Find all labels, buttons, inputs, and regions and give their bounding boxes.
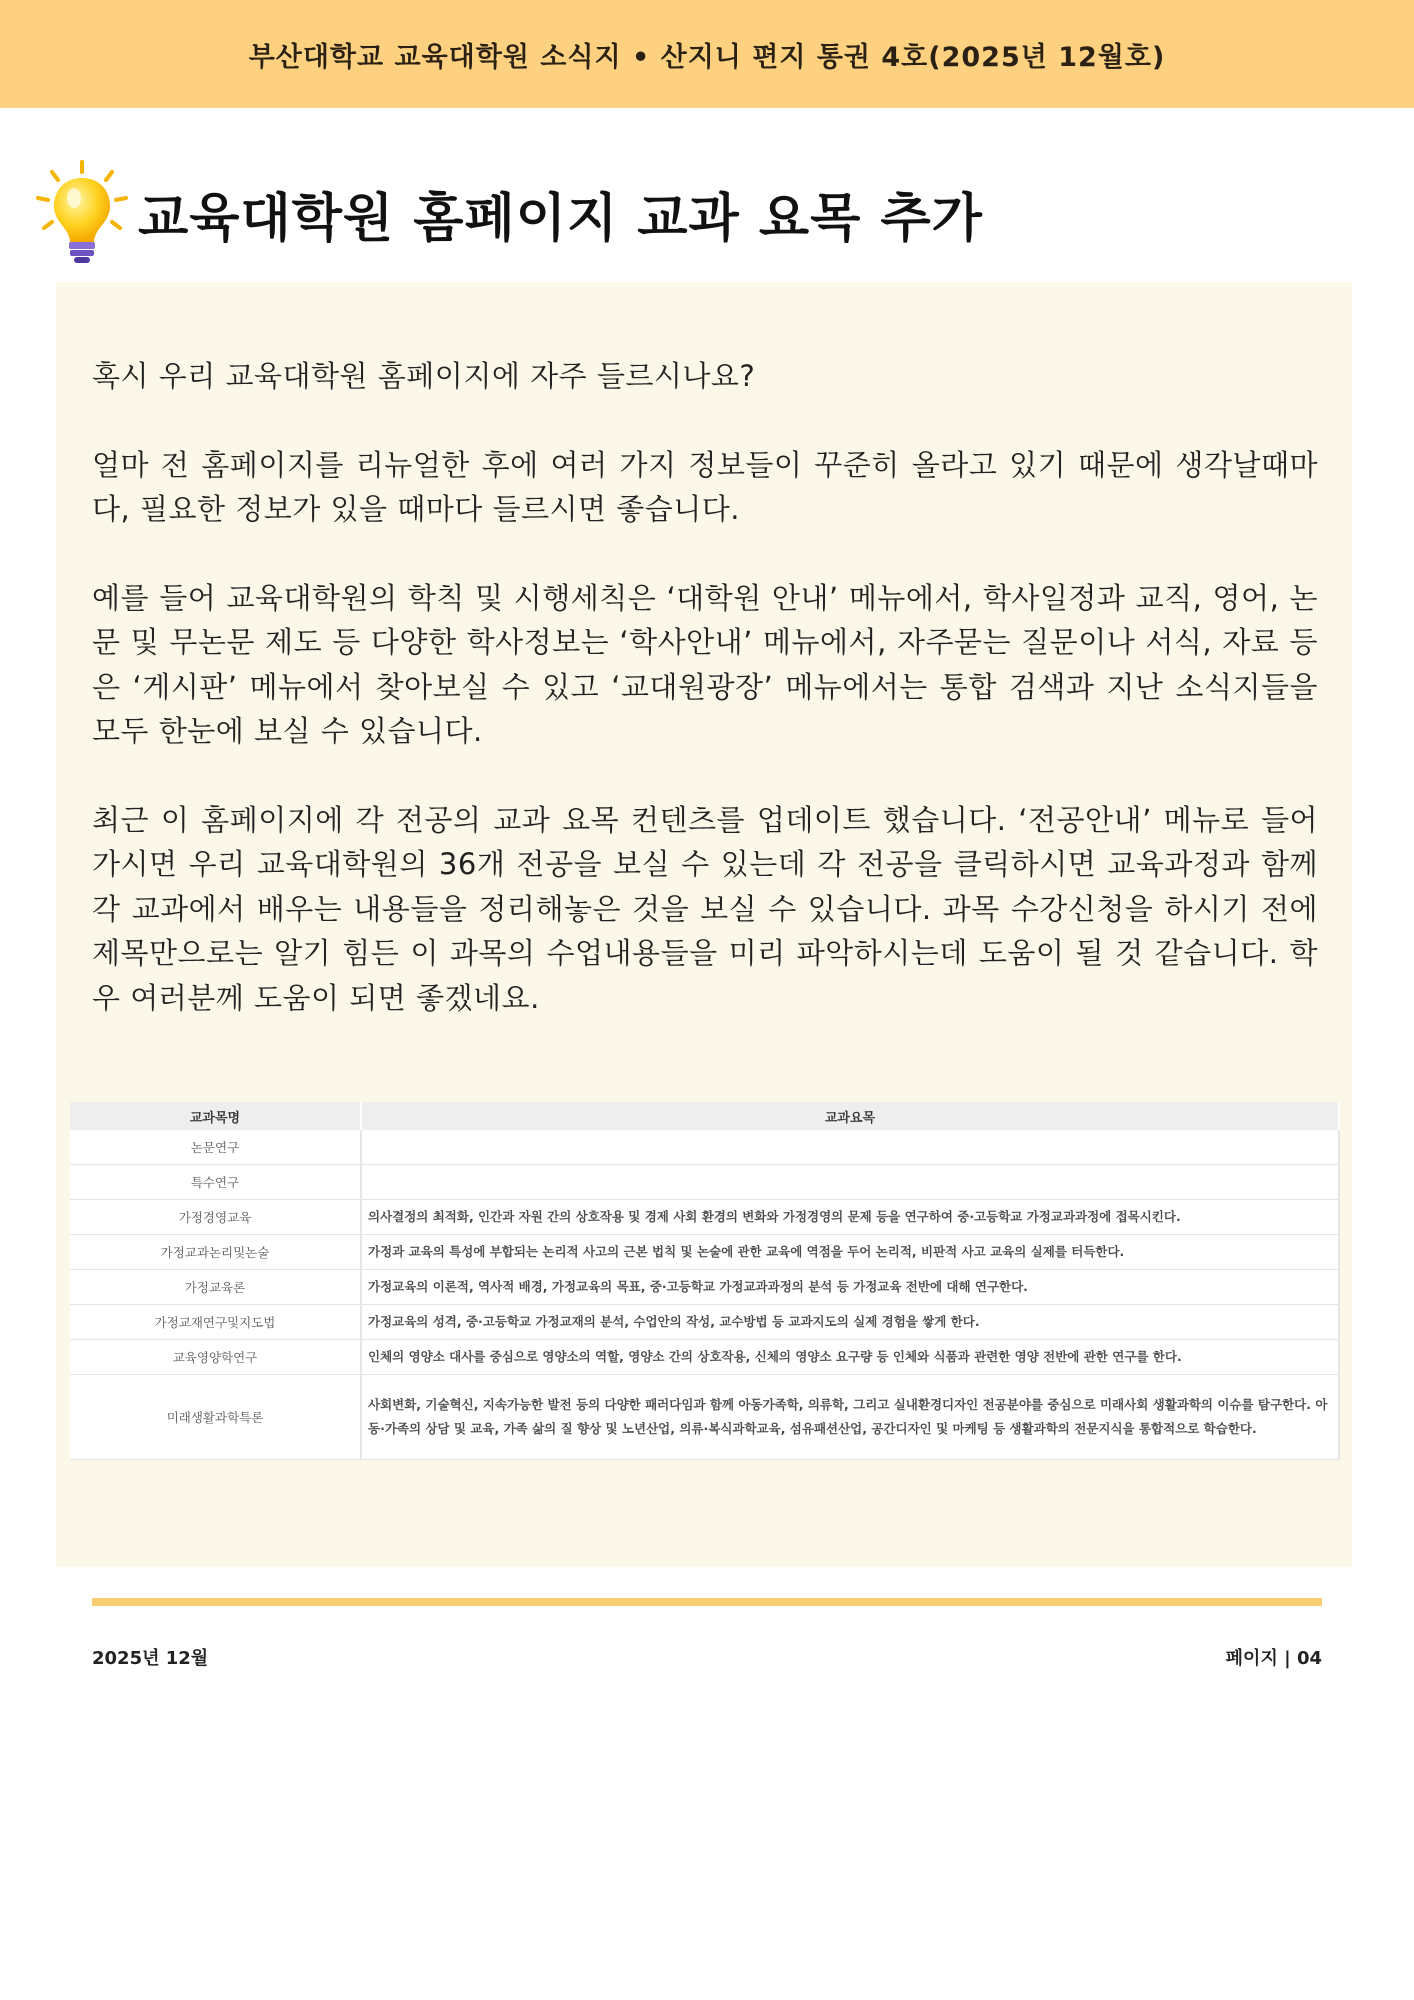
page-title: 교육대학원 홈페이지 교과 요목 추가 (138, 188, 983, 249)
table-row (70, 1340, 1339, 1375)
footer-page-number: 페이지 | 04 (1225, 1648, 1322, 1669)
title-row (34, 158, 983, 268)
paragraph: 혹시 우리 교육대학원 홈페이지에 자주 들르시나요? (92, 359, 756, 393)
header-course-desc: 교과요목 (361, 1102, 1339, 1130)
course-name: 특수연구 (70, 1165, 361, 1200)
article-body (92, 354, 1318, 1064)
course-table (70, 1102, 1340, 1460)
table-row (70, 1305, 1339, 1340)
course-name: 교육영양학연구 (70, 1340, 361, 1375)
course-desc: 가정교육의 성격, 중·고등학교 가정교재의 분석, 수업안의 작성, 교수방법 등 교과지도의 실제 경험을 쌓게 한다. (361, 1305, 1339, 1340)
course-name: 미래생활과학특론 (70, 1375, 361, 1460)
paragraph: 얼마 전 홈페이지를 리뉴얼한 후에 여러 가지 정보들이 꾸준히 올라고 있기 때문에 생각날때마다, 필요한 정보가 있을 때마다 들르시면 좋습니다. (92, 447, 1318, 526)
table-row (70, 1200, 1339, 1235)
table-row (70, 1165, 1339, 1200)
lightbulb-icon (34, 158, 130, 268)
course-desc (361, 1130, 1339, 1165)
course-desc: 가정과 교육의 특성에 부합되는 논리적 사고의 근본 법칙 및 논술에 관한 교육에 역점을 두어 논리적, 비판적 사고 교육의 실제를 터득한다. (361, 1235, 1339, 1270)
course-name: 논문연구 (70, 1130, 361, 1165)
course-name: 가정교과논리및논술 (70, 1235, 361, 1270)
table-row (70, 1235, 1339, 1270)
course-desc: 인체의 영양소 대사를 중심으로 영양소의 역할, 영양소 간의 상호작용, 신체의 영양소 요구량 등 인체와 식품과 관련한 영양 전반에 관한 연구를 한다. (361, 1340, 1339, 1375)
course-name: 가정교육론 (70, 1270, 361, 1305)
table-row (70, 1130, 1339, 1165)
course-name: 가정교재연구및지도법 (70, 1305, 361, 1340)
course-desc (361, 1165, 1339, 1200)
table-row (70, 1375, 1339, 1460)
course-name: 가정경영교육 (70, 1200, 361, 1235)
article-box (56, 282, 1352, 1567)
table-row (70, 1270, 1339, 1305)
footer-divider (92, 1598, 1322, 1606)
top-banner (0, 0, 1414, 108)
table-header-row (70, 1102, 1339, 1130)
course-desc: 사회변화, 기술혁신, 지속가능한 발전 등의 다양한 패러다임과 함께 아동가족학, 의류학, 그리고 실내환경디자인 전공분야를 중심으로 미래사회 생활과학의 이슈를 탐구한다. 아동·가족의 상담 및 교육, 가족 삶의 질 향상 및 노년산업, 의류·복식과학교육, 섬유패션산업, 공간디자인 및 마케팅 등 생활과학의 전문지식을 통합적으로 학습한다. (361, 1375, 1339, 1460)
course-desc: 가정교육의 이론적, 역사적 배경, 가정교육의 목표, 중·고등학교 가정교과과정의 분석 등 가정교육 전반에 대해 연구한다. (361, 1270, 1339, 1305)
header-course-name: 교과목명 (70, 1102, 361, 1130)
paragraph: 예를 들어 교육대학원의 학칙 및 시행세칙은 ‘대학원 안내’ 메뉴에서, 학사일정과 교직, 영어, 논문 및 무논문 제도 등 다양한 학사정보는 ‘학사안내’ 메뉴에서, 자주묻는 질문이나 서식, 자료 등은 ‘게시판’ 메뉴에서 찾아보실 수 있고 ‘교대원광장’ 메뉴에서는 통합 검색과 지난 소식지들을 모두 한눈에 보실 수 있습니다. (92, 580, 1318, 748)
footer-date: 2025년 12월 (92, 1648, 209, 1669)
course-desc: 의사결정의 최적화, 인간과 자원 간의 상호작용 및 경제 사회 환경의 변화와 가정경영의 문제 등을 연구하여 중·고등학교 가정교과과정에 접목시킨다. (361, 1200, 1339, 1235)
paragraph: 최근 이 홈페이지에 각 전공의 교과 요목 컨텐츠를 업데이트 했습니다. ‘전공안내’ 메뉴로 들어가시면 우리 교육대학원의 36개 전공을 보실 수 있는데 각 전공을 클릭하시면 교육과정과 함께 각 교과에서 배우는 내용들을 정리해놓은 것을 보실 수 있습니다. 과목 수강신청을 하시기 전에 제목만으로는 알기 힘든 이 과목의 수업내용들을 미리 파악하시는데 도움이 될 것 같습니다. 학우 여러분께 도움이 되면 좋겠네요. (92, 802, 1318, 1015)
banner-text: 부산대학교 교육대학원 소식지 • 산지니 편지 통권 4호(2025년 12월호) (248, 41, 1166, 73)
